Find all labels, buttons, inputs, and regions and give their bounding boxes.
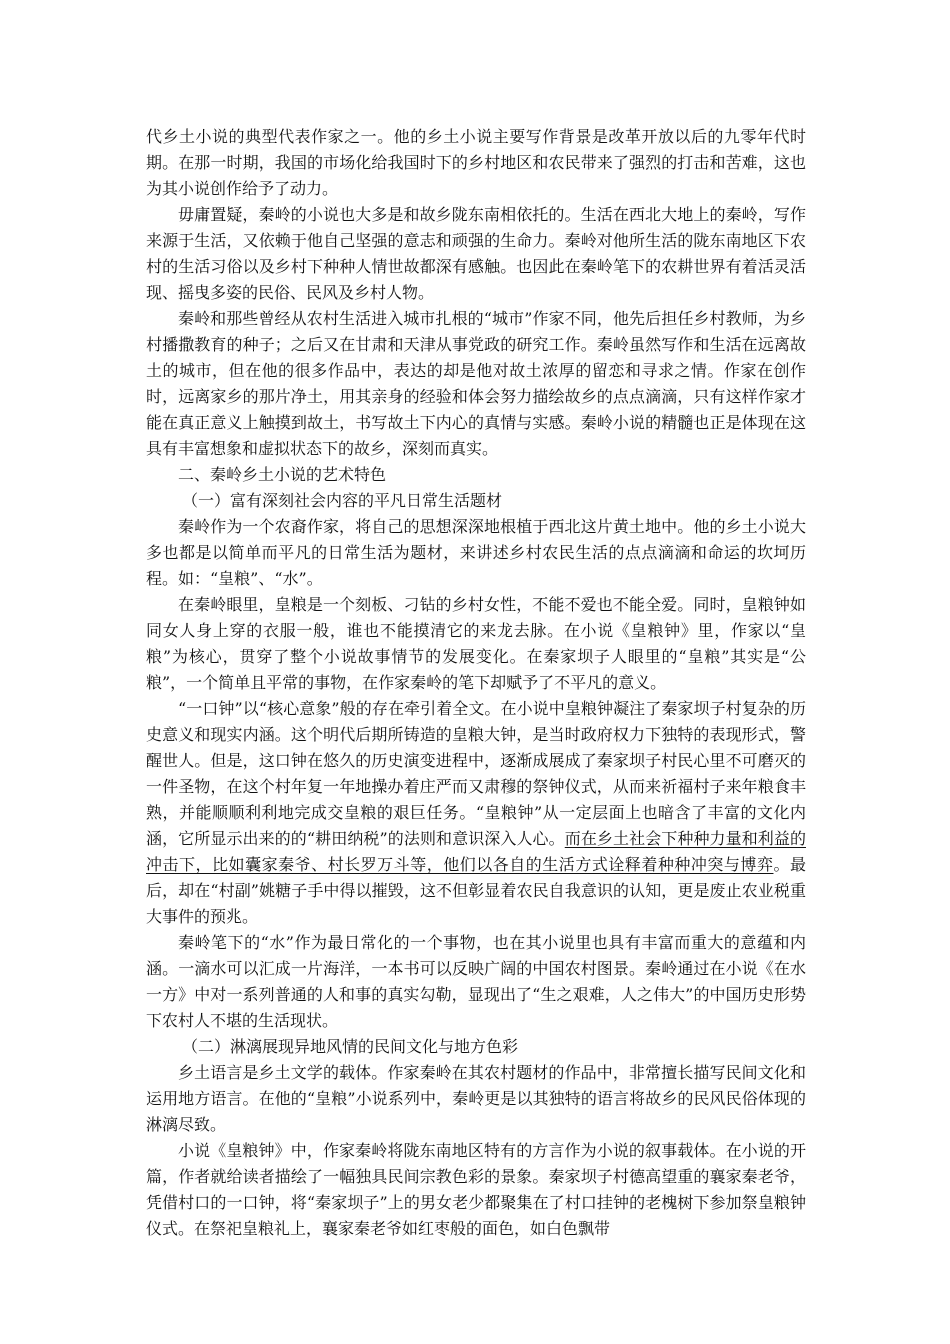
bell-text-before: “一口钟”以“核心意象”般的存在牵引着全文。在小说中皇粮钟凝注了秦家坝子村复杂的历史意义和现实内涵。这个明代后期所铸造的皇粮大钟，是当时政府权力下独特的表现形式，警醒世人。但是，这口钟在悠久的历史演变进程中，逐渐成展成了秦家坝子村民心里不可磨灭的一件圣物，在这个村年复一年地操办着庄严而又肃穆的祭钟仪式，从而来祈福村子来年粮食丰熟，并能顺顺利利地完成交皇粮的艰巨任务。“皇粮钟”从一定层面上也暗含了丰富的文化内涵，它所显示出来的的“耕田纳税”的法则和意识深入人心。 [146,699,806,848]
subsection-1-heading: （一）富有深刻社会内容的平凡日常生活题材 [182,491,503,510]
subsection-2-heading: （二）淋漓展现异地风情的民间文化与地方色彩 [182,1037,519,1056]
document-page [146,124,806,1242]
paragraph-peasant-writer: 秦岭作为一个农裔作家，将自己的思想深深地根植于西北这片黄土地中。他的乡土小说大多也都是以简单而平凡的日常生活为题材，来讲述乡村农民生活的点点滴滴和命运的坎坷历程。如：“皇粮”、“水”。 [146,517,806,588]
paragraph-water: 秦岭笔下的“水”作为最日常化的一个事物，也在其小说里也具有丰富而重大的意蕴和内涵。一滴水可以汇成一片海洋，一本书可以反映广阔的中国农村图景。秦岭通过在小说《在水一方》中对一系列普通的人和事的真实勾勒，显现出了“生之艰难，人之伟大”的中国历史形势下农村人不堪的生活现状。 [146,933,806,1030]
underlined-passage: 而在乡土社会下种种力量和利益的冲击下，比如囊家秦爷、村长罗万斗等，他们以各自的生活方式诠释着种种冲突与博弈 [146,829,806,874]
paragraph-imperial-grain: 在秦岭眼里，皇粮是一个刻板、刁钻的乡村女性，不能不爱也不能全爱。同时，皇粮钟如同女人身上穿的衣服一般，谁也不能摸清它的来龙去脉。在小说《皇粮钟》里，作家以“皇粮”为核心，贯穿了整个小说故事情节的发展变化。在秦家坝子人眼里的“皇粮”其实是“公粮”，一个简单且平常的事物，在作家秦岭的笔下却赋予了不平凡的意义。 [146,595,806,692]
section-2-heading: 二、秦岭乡土小说的艺术特色 [178,465,387,484]
paragraph-intro-continued: 代乡土小说的典型代表作家之一。他的乡土小说主要写作背景是改革开放以后的九零年代时期。在那一时期，我国的市场化给我国时下的乡村地区和农民带来了强烈的打击和苦难，这也为其小说创作给予了动力。 [146,127,806,198]
paragraph-local-language: 乡土语言是乡土文学的载体。作家秦岭在其农村题材的作品中，非常擅长描写民间文化和运用地方语言。在他的“皇粮”小说系列中，秦岭更是以其独特的语言将故乡的民风民俗体现的淋漓尽致。 [146,1063,806,1134]
paragraph-qinling-career: 秦岭和那些曾经从农村生活进入城市扎根的“城市”作家不同，他先后担任乡村教师，为乡村播撒教育的种子；之后又在甘肃和天津从事党政的研究工作。秦岭虽然写作和生活在远离故土的城市，但在他的很多作品中，表达的却是他对故土浓厚的留恋和寻求之情。作家在创作时，远离家乡的那片净土，用其亲身的经验和体会努力描绘故乡的点点滴滴，只有这样作家才能在真正意义上触摸到故土，书写故土下内心的真情与实感。秦岭小说的精髓也正是体现在这具有丰富想象和虚拟状态下的故乡，深刻而真实。 [146,309,806,458]
paragraph-qinling-hometown: 毋庸置疑，秦岭的小说也大多是和故乡陇东南相依托的。生活在西北大地上的秦岭，写作来源于生活，又依赖于他自己坚强的意志和顽强的生命力。秦岭对他所生活的陇东南地区下农村的生活习俗以及乡村下种种人情世故都深有感触。也因此在秦岭笔下的农耕世界有着活灵活现、摇曳多姿的民俗、民风及乡村人物。 [146,205,806,302]
bell-text-after: 。最后，却在“村副”姚糖子手中得以摧毁，这不但彰显着农民自我意识的认知，更是废止农业税重大事件的预兆。 [146,855,806,926]
paragraph-bell [146,696,806,930]
paragraph-grain-bell-dialect: 小说《皇粮钟》中，作家秦岭将陇东南地区特有的方言作为小说的叙事载体。在小说的开篇，作者就给读者描绘了一幅独具民间宗教色彩的景象。秦家坝子村德高望重的襄家秦老爷，凭借村口的一口钟，将“秦家坝子”上的男女老少都聚集在了村口挂钟的老槐树下参加祭皇粮钟仪式。在祭祀皇粮礼上，襄家秦老爷如红枣般的面色，如白色飘带 [146,1141,806,1238]
